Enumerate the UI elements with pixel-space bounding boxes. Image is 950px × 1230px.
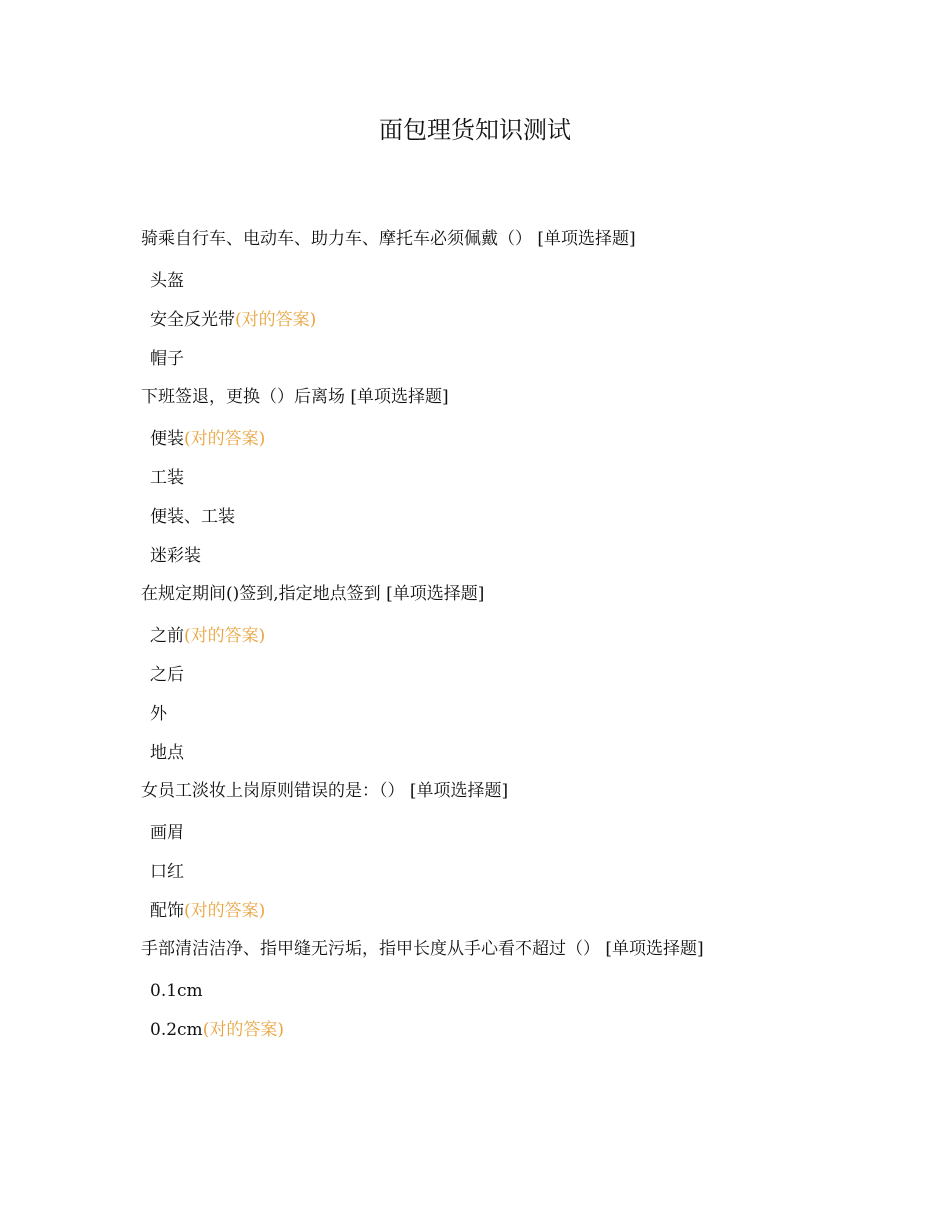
option-item <box>141 504 861 530</box>
option-item <box>141 465 861 491</box>
option-item <box>141 1017 861 1043</box>
question-text: 女员工淡妆上岗原则错误的是：（） [单项选择题] <box>141 781 509 801</box>
option-text: 口红 <box>150 862 184 882</box>
option-text: 画眉 <box>150 823 184 843</box>
option-item <box>141 543 861 569</box>
option-text: 便装 <box>150 429 184 449</box>
correct-answer-mark: (对的答案) <box>202 1020 284 1040</box>
option-item <box>141 978 861 1004</box>
option-item <box>141 740 861 766</box>
option-item <box>141 346 861 372</box>
correct-answer-mark: (对的答案) <box>184 429 266 449</box>
option-text: 0.1cm <box>150 981 203 1001</box>
option-text: 地点 <box>150 743 184 763</box>
question-item <box>141 384 861 569</box>
question-text: 下班签退，更换（）后离场 [单项选择题] <box>141 387 449 407</box>
option-item <box>141 701 861 727</box>
correct-answer-mark: (对的答案) <box>235 310 317 330</box>
question-item <box>141 581 861 766</box>
correct-answer-mark: (对的答案) <box>184 626 266 646</box>
option-item <box>141 623 861 649</box>
correct-answer-mark: (对的答案) <box>184 901 266 921</box>
option-text: 外 <box>150 704 167 724</box>
question-text: 骑乘自行车、电动车、助力车、摩托车必须佩戴（） [单项选择题] <box>141 229 636 249</box>
option-text: 迷彩装 <box>150 546 201 566</box>
option-text: 之后 <box>150 665 184 685</box>
option-item <box>141 859 861 885</box>
option-item <box>141 820 861 846</box>
option-text: 工装 <box>150 468 184 488</box>
option-item <box>141 268 861 294</box>
option-text: 便装、工装 <box>150 507 235 527</box>
option-item <box>141 898 861 924</box>
option-text: 0.2cm <box>150 1020 203 1040</box>
question-item <box>141 936 861 1043</box>
option-item <box>141 662 861 688</box>
page-title: 面包理货知识测试 <box>379 116 571 144</box>
option-text: 安全反光带 <box>150 310 235 330</box>
option-text: 帽子 <box>150 349 184 369</box>
option-item <box>141 307 861 333</box>
option-text: 头盔 <box>150 271 184 291</box>
question-text: 在规定期间()签到,指定地点签到 [单项选择题] <box>141 584 485 604</box>
question-text: 手部清洁洁净、指甲缝无污垢，指甲长度从手心看不超过（） [单项选择题] <box>141 939 704 959</box>
question-list <box>141 226 861 1055</box>
option-item <box>141 426 861 452</box>
option-text: 之前 <box>150 626 184 646</box>
question-item <box>141 778 861 924</box>
question-item <box>141 226 861 372</box>
option-text: 配饰 <box>150 901 184 921</box>
